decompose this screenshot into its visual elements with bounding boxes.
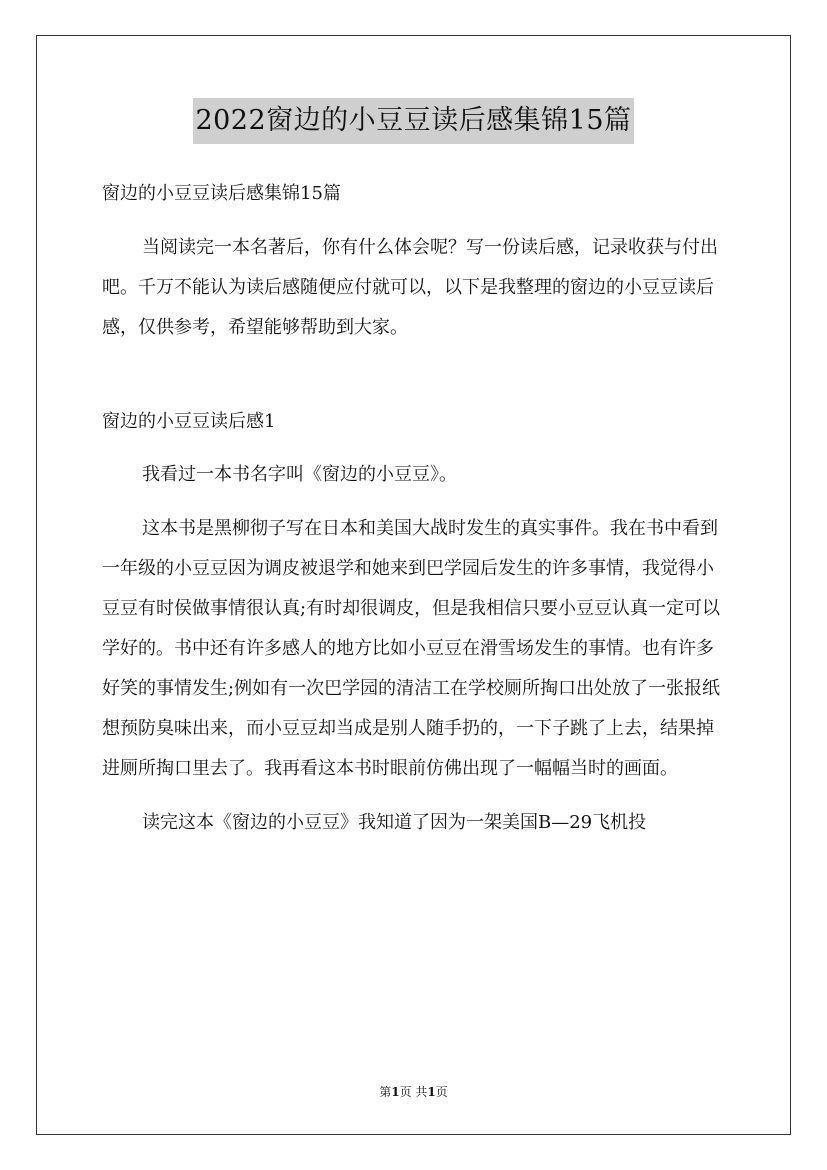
footer-mid: 页 共 (399, 1085, 428, 1099)
document-body (102, 174, 728, 843)
body-paragraph-2: 这本书是黑柳彻子写在日本和美国大战时发生的真实事件。我在书中看到一年级的小豆豆因为调皮被退学和她来到巴学园后发生的许多事情，我觉得小豆豆有时侯做事情很认真;有时却很调皮，但是我相信只要小豆豆认真一定可以学好的。书中还有许多感人的地方比如小豆豆在滑雪场发生的事情。也有许多好笑的事情发生;例如有一次巴学园的清洁工在学校厕所掏口出处放了一张报纸想预防臭味出来，而小豆豆却当成是别人随手扔的，一下子跳了上去，结果掉进厕所掏口里去了。我再看这本书时眼前仿佛出现了一幅幅当时的画面。 (102, 518, 721, 779)
page-footer (0, 1083, 827, 1101)
footer-prefix: 第 (379, 1085, 392, 1099)
document-title-wrap (0, 98, 827, 144)
intro-paragraph: 当阅读完一本名著后，你有什么体会呢？写一份读后感，记录收获与付出吧。千万不能认为读后感随便应付就可以，以下是我整理的窗边的小豆豆读后感，仅供参考，希望能够帮助到大家。 (102, 237, 718, 338)
footer-page-current: 1 (391, 1085, 400, 1099)
body-paragraph-3: 读完这本《窗边的小豆豆》我知道了因为一架美国B—29飞机投 (142, 812, 647, 833)
document-title: 2022窗边的小豆豆读后感集锦15篇 (193, 98, 633, 144)
body-paragraph-1: 我看过一本书名字叫《窗边的小豆豆》。 (142, 464, 457, 485)
document-subtitle: 窗边的小豆豆读后感集锦15篇 (102, 183, 341, 204)
section-heading: 窗边的小豆豆读后感1 (102, 411, 276, 432)
footer-suffix: 页 (435, 1085, 448, 1099)
footer-page-total: 1 (427, 1085, 436, 1099)
